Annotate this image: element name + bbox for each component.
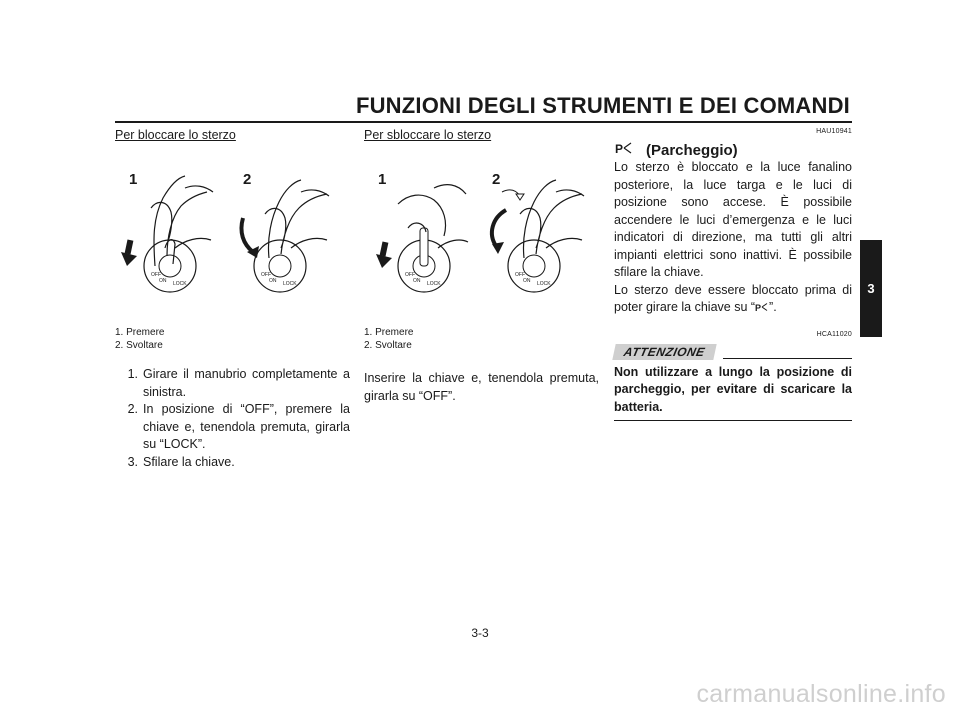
press-arrow-icon bbox=[376, 242, 392, 268]
caption-2: 2. Svoltare bbox=[115, 340, 163, 351]
watermark: carmanualsonline.info bbox=[696, 680, 946, 708]
svg-text:ON: ON bbox=[159, 278, 167, 284]
svg-text:LOCK: LOCK bbox=[173, 281, 187, 287]
fig-label-1: 1 bbox=[129, 171, 138, 188]
warning-header bbox=[614, 344, 852, 360]
parking-heading-text: (Parcheggio) bbox=[646, 141, 738, 159]
fig-label-2: 2 bbox=[492, 171, 501, 188]
turn-arrow-icon bbox=[241, 218, 259, 258]
svg-text:ON: ON bbox=[523, 278, 531, 284]
svg-text:ON: ON bbox=[413, 278, 421, 284]
svg-text:LOCK: LOCK bbox=[537, 281, 551, 287]
key-switch-2 bbox=[254, 240, 306, 292]
svg-text:OFF: OFF bbox=[405, 272, 415, 278]
unlock-steering-title: Per sbloccare lo sterzo bbox=[364, 128, 492, 142]
svg-text:OFF: OFF bbox=[151, 272, 161, 278]
parking-body-2: Lo sterzo deve essere bloccato prima di poter girare la chiave su “ P ”. bbox=[614, 282, 852, 314]
svg-text:P: P bbox=[755, 303, 762, 312]
parking-light-icon bbox=[614, 141, 646, 159]
parking-section bbox=[614, 128, 852, 421]
warning-code: HCA11020 bbox=[816, 330, 852, 338]
page-header-title: FUNZIONI DEGLI STRUMENTI E DEI COMANDI bbox=[355, 93, 850, 118]
unlock-figure bbox=[364, 148, 599, 298]
lock-steering-section bbox=[115, 128, 350, 471]
lock-steering-title: Per bloccare lo sterzo bbox=[115, 128, 236, 142]
header-rule bbox=[115, 121, 852, 123]
key-switch-2 bbox=[508, 240, 560, 292]
lock-steps-list bbox=[115, 366, 350, 471]
unlock-steering-section bbox=[364, 128, 599, 405]
chapter-tab[interactable]: 3 bbox=[860, 240, 882, 337]
svg-text:OFF: OFF bbox=[515, 272, 525, 278]
svg-text:OFF: OFF bbox=[261, 272, 271, 278]
reference-code: HAU10941 bbox=[816, 128, 852, 135]
warning-text: Non utilizzare a lungo la posizione di parcheggio, per evitare di scaricare la batteria. bbox=[614, 364, 852, 414]
press-arrow-icon bbox=[121, 240, 137, 266]
lock-figure-captions bbox=[115, 326, 350, 352]
key-switch-1 bbox=[144, 240, 196, 292]
lock-illustration bbox=[115, 148, 350, 298]
unlock-paragraph: Inserire la chiave e, tenendola premuta, girarla su “OFF”. bbox=[364, 371, 599, 403]
svg-text:P: P bbox=[615, 142, 624, 155]
list-item: 2. In posizione di “OFF”, premere la chiave e, tenendola premuta, girarla su “LOCK”. bbox=[127, 402, 350, 451]
list-item: 1. Girare il manubrio completamente a sinistra. bbox=[127, 367, 350, 399]
key-switch-1 bbox=[398, 228, 450, 292]
warning-rule bbox=[723, 358, 852, 359]
warning-badge: ATTENZIONE bbox=[612, 344, 716, 360]
fig-label-2: 2 bbox=[243, 171, 252, 188]
warning-bottom-rule bbox=[614, 420, 852, 421]
parking-body-1: Lo sterzo è bloccato e la luce fanalino posteriore, la luce targa e le luci di posizione sono accese. È possibile accendere le luci d’emergenza e le luci indicatori di direzione, ma tutti gli altri impianti elettrici sono inattivi. È possibile sfilare la chiave. bbox=[614, 160, 852, 279]
parking-light-icon bbox=[755, 300, 769, 310]
unlock-figure-captions bbox=[364, 326, 599, 352]
page-number: 3-3 bbox=[471, 626, 489, 640]
caption-1: 1. Premere bbox=[364, 327, 414, 338]
unlock-illustration bbox=[364, 148, 599, 298]
caption-2: 2. Svoltare bbox=[364, 340, 412, 351]
svg-text:LOCK: LOCK bbox=[283, 281, 297, 287]
lock-figure bbox=[115, 148, 350, 298]
parking-heading bbox=[614, 141, 852, 159]
fig-label-1: 1 bbox=[378, 171, 387, 188]
caption-1: 1. Premere bbox=[115, 327, 165, 338]
list-item: 3. Sfilare la chiave. bbox=[127, 454, 235, 469]
svg-text:ON: ON bbox=[269, 278, 277, 284]
svg-text:LOCK: LOCK bbox=[427, 281, 441, 287]
